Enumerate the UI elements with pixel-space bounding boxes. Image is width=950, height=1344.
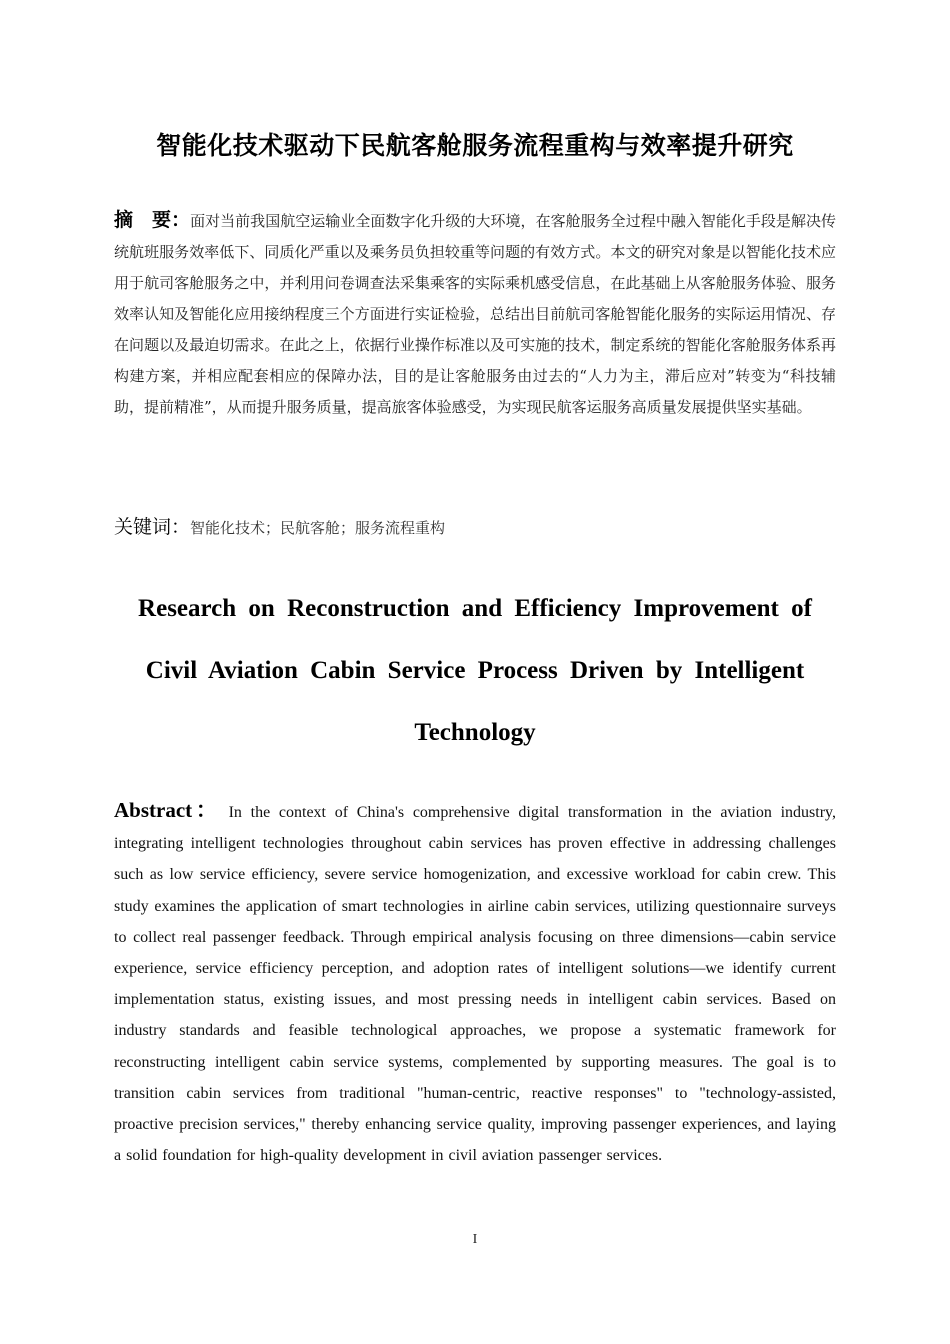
english-abstract-label: Abstract：	[114, 798, 221, 822]
chinese-abstract-label: 摘 要：	[114, 209, 191, 231]
english-title: Research on Reconstruction and Efficiency Improvement of Civil Aviation Cabin Service Process Driven by Intelligent Technology	[138, 595, 812, 746]
english-abstract	[114, 795, 836, 1171]
page-number: I	[472, 1232, 478, 1247]
chinese-title: 智能化技术驱动下民航客舱服务流程重构与效率提升研究	[156, 131, 794, 160]
chinese-abstract	[114, 205, 836, 423]
chinese-keywords-label: 关键词：	[114, 516, 191, 538]
chinese-keywords	[114, 512, 836, 544]
chinese-keywords-text: 智能化技术；民航客舱；服务流程重构	[190, 519, 446, 537]
english-abstract-text: In the context of China's comprehensive digital transformation in the aviation industry, integrating intelligent technologies throughout cabin services has proven effective in addressing challenges such as low service efficiency, severe service homogenization, and excessive workload for cabin crew. This study examines the application of smart technologies in airline cabin services, utilizing questionnaire surveys to collect real passenger feedback. Through empirical analysis focusing on three dimensions—cabin service experience, service efficiency perception, and adoption rates of intelligent solutions—we identify current implementation status, existing issues, and most pressing needs in intelligent cabin services. Based on industry standards and feasible technological approaches, we propose a systematic framework for reconstructing intelligent cabin service systems, complemented by supporting measures. The goal is to transition cabin services from traditional "human-centric, reactive responses" to "technology-assisted, proactive precision services," thereby enhancing service quality, improving passenger experiences, and laying a solid foundation for high-quality development in civil aviation passenger services.	[114, 804, 836, 1165]
chinese-abstract-text: 面对当前我国航空运输业全面数字化升级的大环境，在客舱服务全过程中融入智能化手段是解决传统航班服务效率低下、同质化严重以及乘务员负担较重等问题的有效方式。本文的研究对象是以智能化技术应用于航司客舱服务之中，并利用问卷调查法采集乘客的实际乘机感受信息，在此基础上从客舱服务体验、服务效率认知及智能化应用接纳程度三个方面进行实证检验，总结出目前航司客舱智能化服务的实际运用情况、存在问题以及最迫切需求。在此之上，依据行业操作标准以及可实施的技术，制定系统的智能化客舱服务体系再构建方案，并相应配套相应的保障办法，目的是让客舱服务由过去的“人力为主，滞后应对”转变为“科技辅助，提前精准”，从而提升服务质量，提高旅客体验感受，为实现民航客运服务高质量发展提供坚实基础。	[114, 212, 836, 416]
